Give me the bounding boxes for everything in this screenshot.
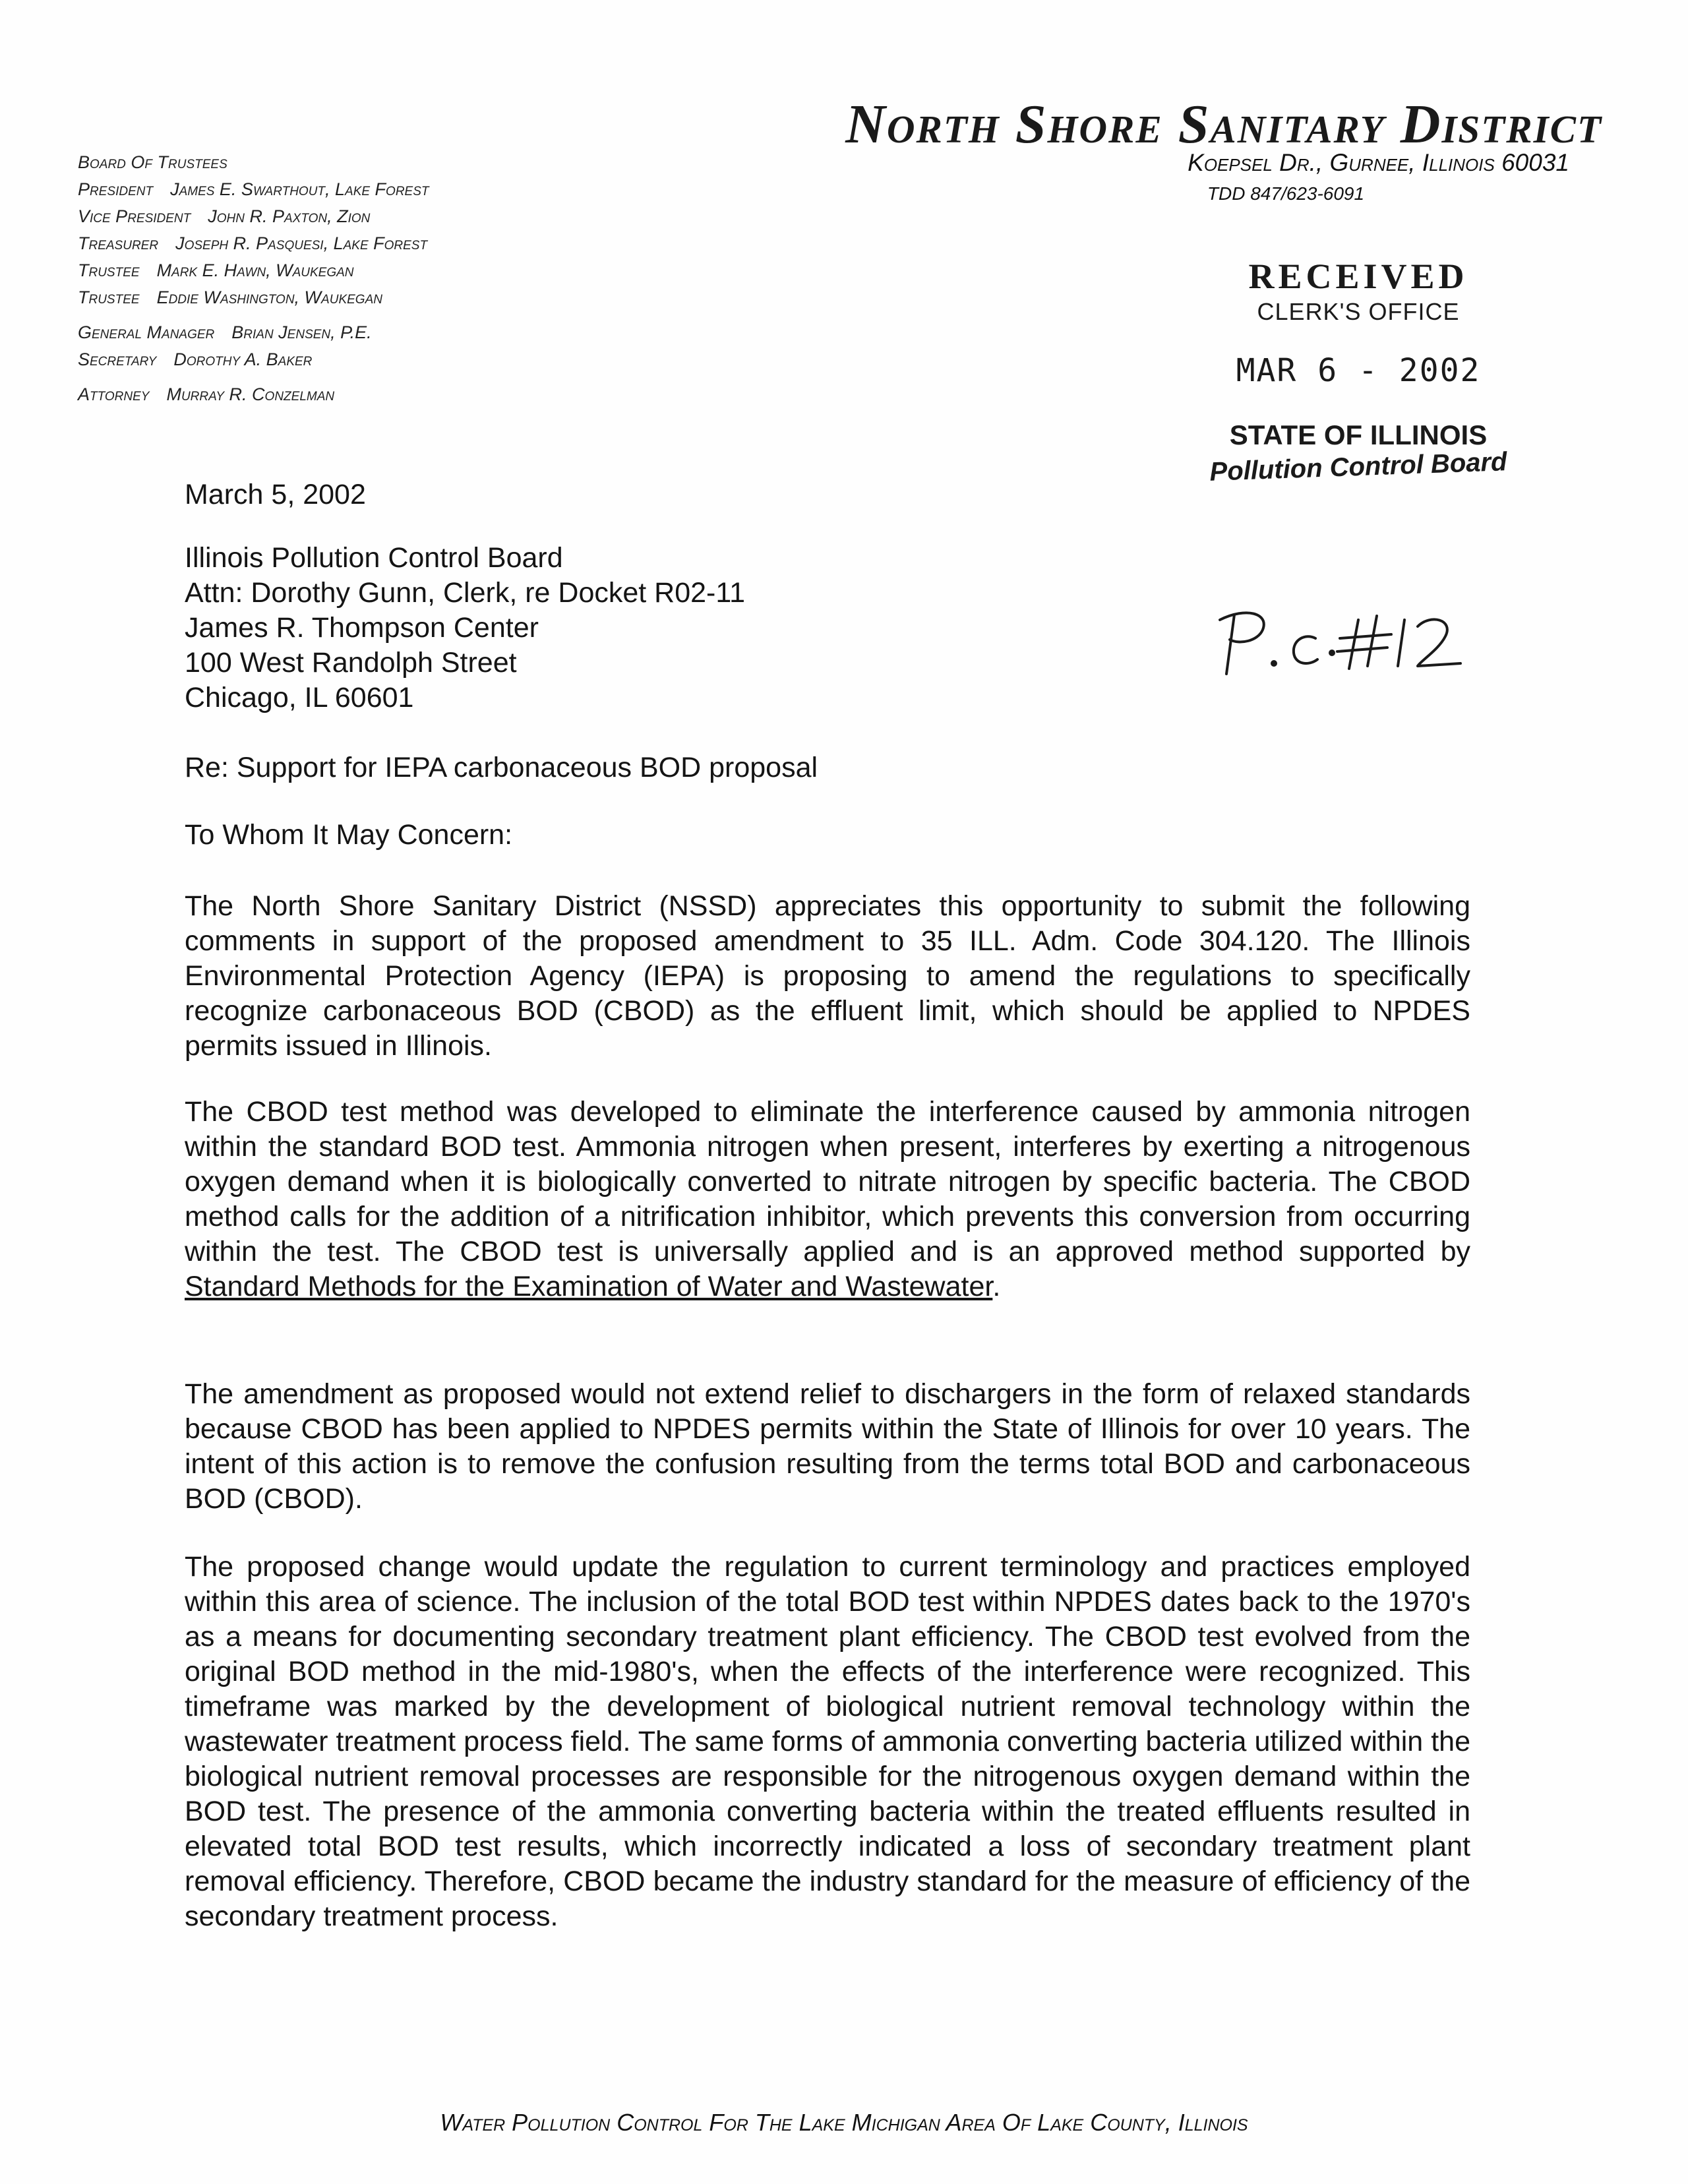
paragraph-2-text: The CBOD test method was developed to eliminate the interference caused by ammonia nitrogen within the standard BOD test. Ammonia nitrogen when present, interferes by exerting a nitrogenous oxygen demand when it is biologically converted to nitrate nitrogen by specific bacteria. The CBOD method calls for the addition of a nitrification inhibitor, which prevents this conversion from occurring within the test. The CBOD test is universally applied and is an approved method supported by: [185, 1096, 1470, 1267]
received-stamp: [1121, 256, 1596, 487]
paragraph-3: The amendment as proposed would not extend relief to dischargers in the form of relaxed standards because CBOD has been applied to NPDES permits within the State of Illinois for over 10 years. The intent of this action is to remove the confusion resulting from the terms total BOD and carbonaceous BOD (CBOD).: [185, 1378, 1470, 1515]
board-member-role: Trustee: [78, 288, 140, 307]
recipient-line: Chicago, IL 60601: [185, 682, 414, 713]
paragraph-4: The proposed change would update the regulation to current terminology and practices employed within this area of science. The inclusion of the total BOD test within NPDES dates back to the 1970's as a means for documenting secondary treatment plant efficiency. The CBOD test evolved from the original BOD method in the mid-1980's, when the effects of the interference were recognized. This timeframe was marked by the development of biological nutrient removal technology within the wastewater treatment process field. The same forms of ammonia converting bacteria utilized within the biological nutrient removal processes are responsible for the nitrogenous oxygen demand within the BOD test. The presence of the ammonia converting bacteria within the treated effluents resulted in elevated total BOD test results, which incorrectly indicated a loss of secondary treatment plant removal efficiency. Therefore, CBOD became the industry standard for the measure of efficiency of the secondary treatment process.: [185, 1551, 1470, 1932]
board-member-name: Joseph R. Pasquesi, Lake Forest: [175, 233, 428, 253]
board-member-role: Treasurer: [78, 233, 159, 253]
stamp-received: RECEIVED: [1248, 257, 1468, 296]
staff-member: [78, 346, 671, 373]
subject-line: Re: Support for IEPA carbonaceous BOD proposal: [185, 752, 818, 783]
paragraph-2-end: .: [992, 1271, 1001, 1302]
board-member: [78, 284, 671, 311]
board-member: [78, 230, 671, 257]
staff-member-role: General Manager: [78, 322, 215, 342]
paragraph-1: The North Shore Sanitary District (NSSD) appreciates this opportunity to submit the following comments in support of the proposed amendment to 35 ILL. Adm. Code 304.120. The Illinois Environmental Protection Agency (IEPA) is proposing to amend the regulations to specifically recognize carbonaceous BOD (CBOD) as the effluent limit, which should be applied to NPDES permits issued in Illinois.: [185, 890, 1470, 1062]
salutation: To Whom It May Concern:: [185, 819, 513, 851]
recipient-address: [185, 541, 1470, 715]
board-member-name: Mark E. Hawn, Waukegan: [156, 260, 354, 280]
recipient-line: Attn: Dorothy Gunn, Clerk, re Docket R02-11: [185, 577, 746, 609]
letter-date: March 5, 2002: [185, 479, 366, 510]
staff-member-name: Dorothy A. Baker: [173, 349, 313, 369]
board-member-name: Eddie Washington, Waukegan: [156, 288, 382, 307]
board-member-name: James E. Swarthout, Lake Forest: [170, 179, 429, 199]
attorney: [78, 381, 671, 408]
stamp-board: Pollution Control Board: [1209, 447, 1508, 487]
organization-name: North Shore Sanitary District: [845, 94, 1602, 155]
stamp-office: CLERK'S OFFICE: [1257, 298, 1460, 325]
organization-tdd: TDD 847/623-6091: [1207, 183, 1365, 204]
attorney-role: Attorney: [78, 384, 150, 404]
board-member: [78, 257, 671, 284]
board-heading: Board Of Trustees: [78, 152, 227, 172]
board-member-role: Vice President: [78, 206, 191, 226]
board-member: [78, 176, 671, 203]
board-member-role: President: [78, 179, 154, 199]
board-member-role: Trustee: [78, 260, 140, 280]
staff-member: [78, 319, 671, 346]
staff-member-name: Brian Jensen, P.E.: [231, 322, 372, 342]
board-member: [78, 203, 671, 230]
board-member-name: John R. Paxton, Zion: [208, 206, 371, 226]
attorney-name: Murray R. Conzelman: [166, 384, 335, 404]
recipient-line: 100 West Randolph Street: [185, 647, 517, 679]
recipient-line: Illinois Pollution Control Board: [185, 542, 563, 574]
footer-tagline: Water Pollution Control For The Lake Michigan Area Of Lake County, Illinois: [440, 2109, 1248, 2136]
organization-address: Koepsel Dr., Gurnee, Illinois 60031: [1188, 149, 1569, 176]
paragraph-2: [185, 1095, 1470, 1304]
staff-member-role: Secretary: [78, 349, 157, 369]
standard-methods-reference: Standard Methods for the Examination of Water and Wastewater: [185, 1271, 993, 1302]
stamp-state: STATE OF ILLINOIS: [1229, 419, 1488, 450]
stamp-date: MAR 6 - 2002: [1236, 352, 1481, 389]
recipient-line: James R. Thompson Center: [185, 612, 539, 644]
board-of-trustees: [78, 149, 671, 408]
